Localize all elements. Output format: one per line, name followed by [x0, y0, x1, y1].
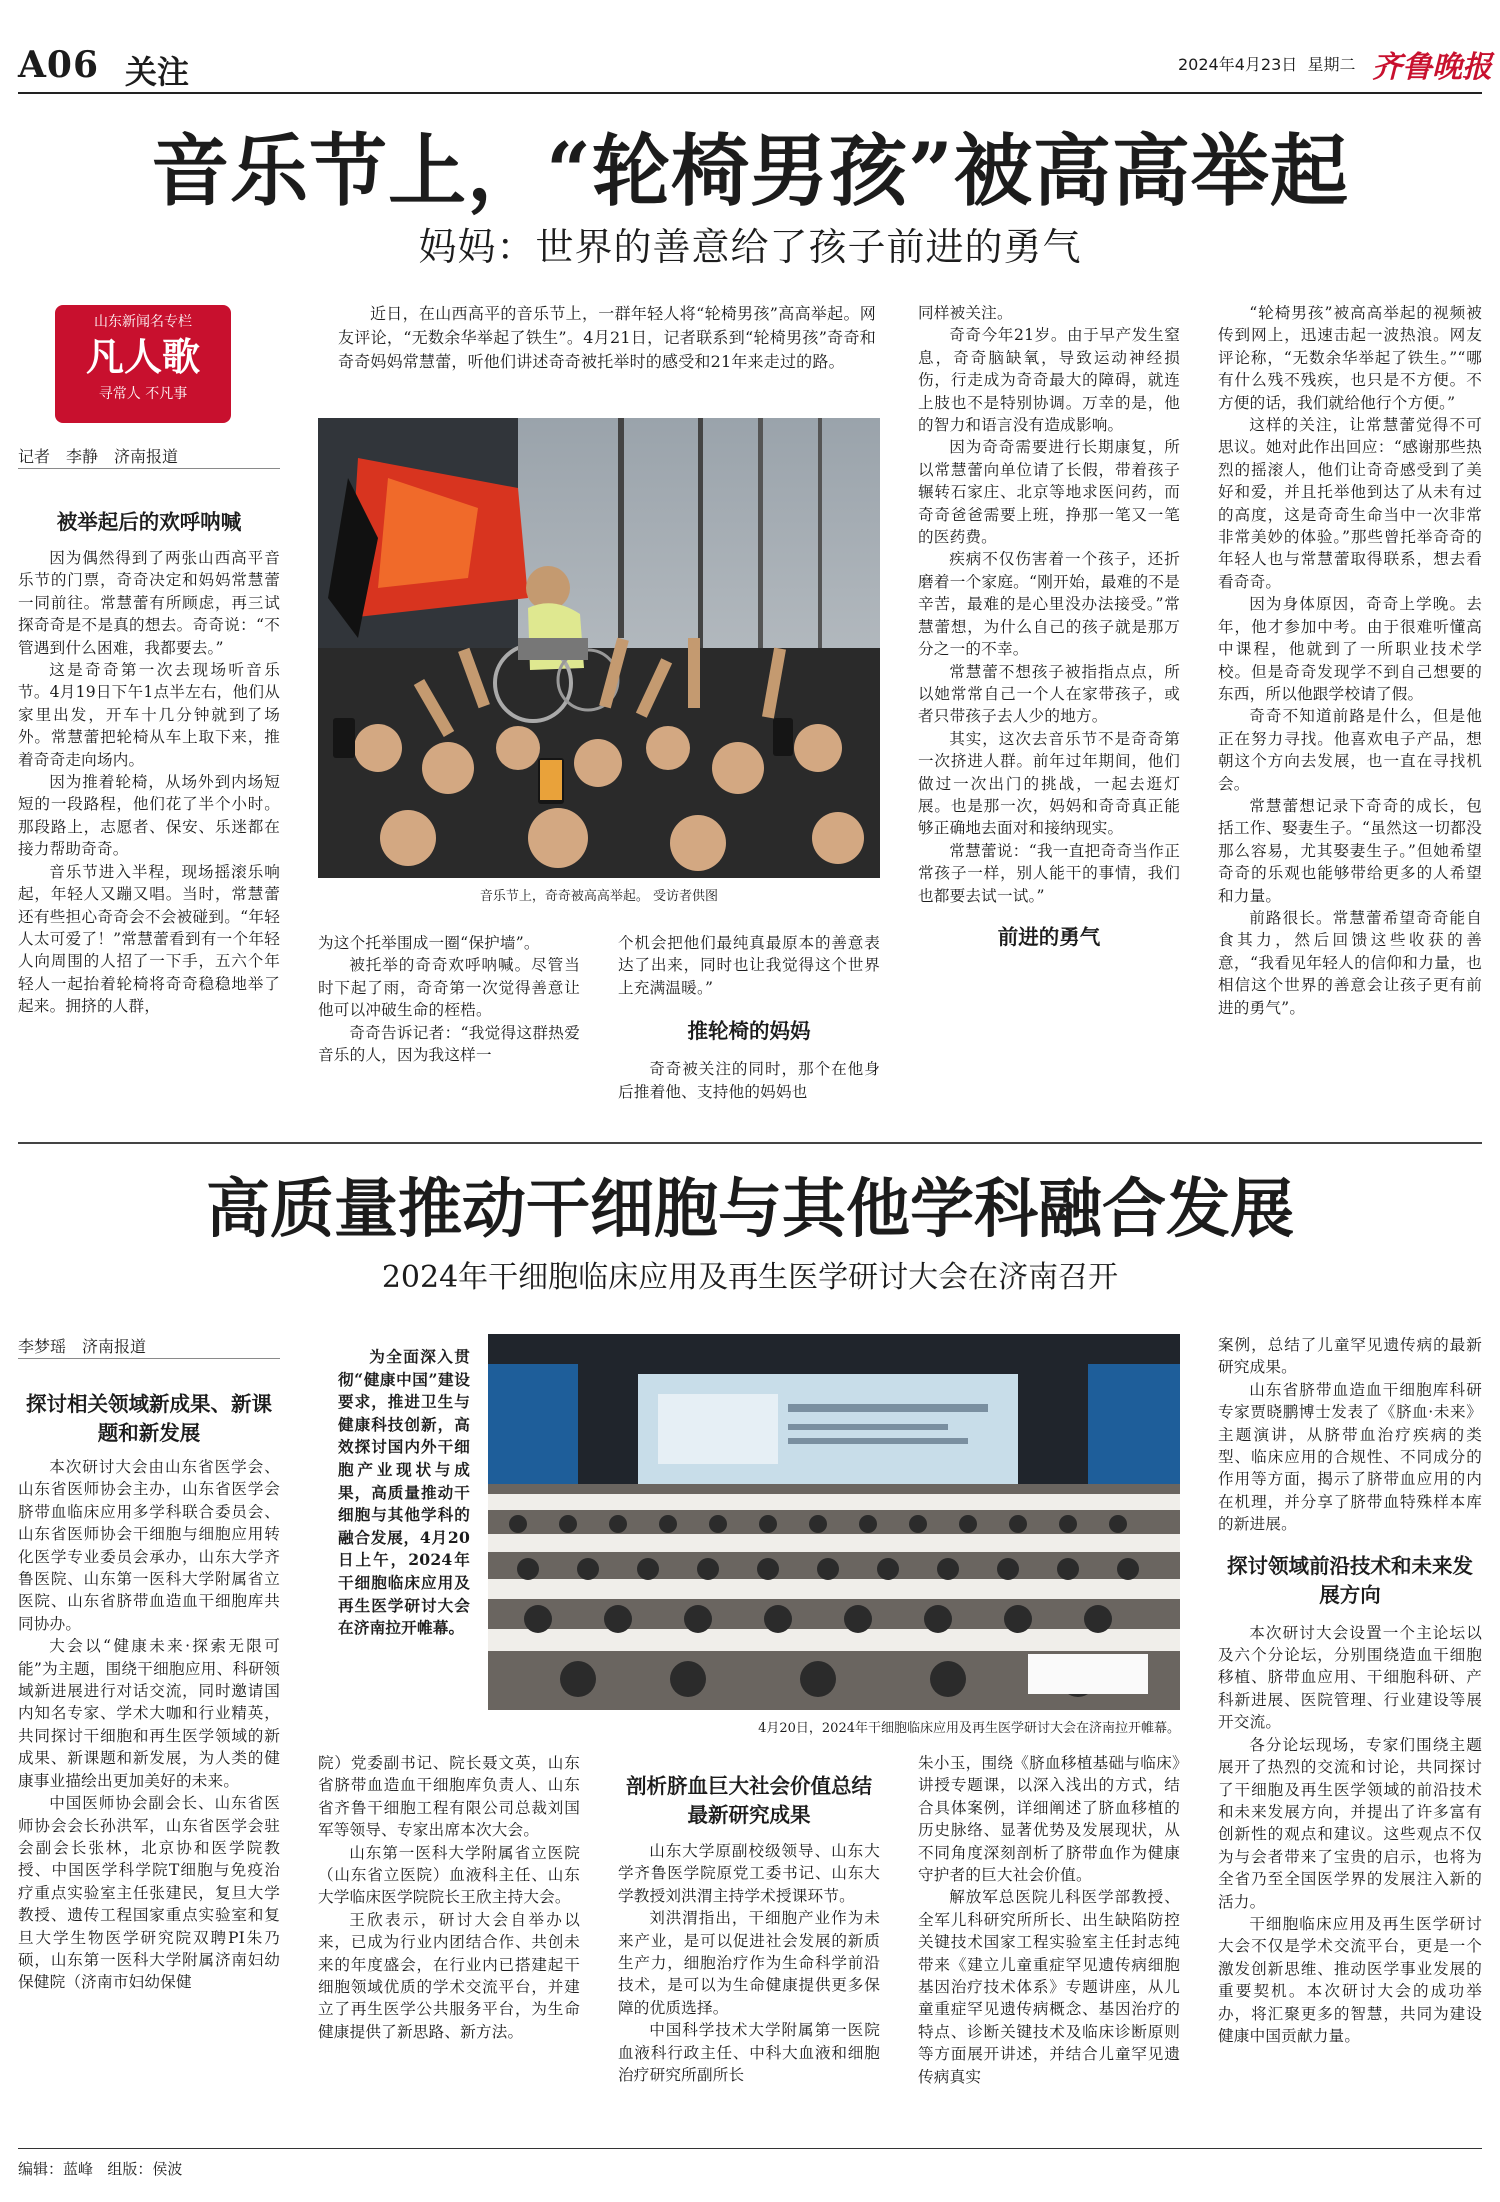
story2-col2: 院）党委副书记、院长聂文英，山东省脐带血造血干细胞库负责人、山东省齐鲁干细胞工程有限公司总裁刘国军等领导、专家出席本次大会。 山东第一医科大学附属省立医院（山东省立医院）血液科主任、山东大学临床医学院院长王欣主持大会。 王欣表示，研讨大会自举办以来，已成为行业内团结合作、共创未来的年度盛会，在行业内已搭建起干细胞领域优质的学术交流平台，并建立了再生医学公共服务平台，为生命健康提供了新思路、新方法。	[318, 1754, 580, 2041]
story2-headline: 高质量推动干细胞与其他学科融合发展	[206, 1172, 1294, 1247]
story2-byline-rule	[18, 1358, 280, 1359]
story2-col5-subhead: 探讨领域前沿技术和未来发展方向	[1227, 1553, 1473, 1607]
column-slogan: 寻常人 不凡事	[98, 386, 188, 402]
page-number: A06	[18, 44, 100, 86]
story1-headline: 音乐节上，“轮椅男孩”被高高举起	[151, 126, 1349, 217]
story-divider	[18, 1142, 1482, 1144]
story2-col1-subhead: 探讨相关领域新成果、新课题和新发展	[26, 1392, 272, 1445]
story1-col4: 同样被关注。 奇奇今年21岁。由于早产发生窒息，奇奇脑缺氧，导致运动神经损伤，行走成为奇奇最大的障碍，就连上肢也不是特别协调。万幸的是，他的智力和语言没有造成影响。 因为奇奇需要进行长期康复，所以常慧蕾向单位请了长假，带着孩子辗转石家庄、北京等地求医问药，而奇奇爸爸需要上班，挣那一笔又一笔的医药费。 疾病不仅伤害着一个孩子，还折磨着一个家庭。“刚开始，最难的不是辛苦，最难的是心里没办法接受。”常慧蕾想，为什么自己的孩子就是那万分之一的不幸。 常慧蕾不想孩子被指指点点，所以她常常自己一个人在家带孩子，或者只带孩子去人少的地方。 其实，这次去音乐节不是奇奇第一次挤进人群。前年过年期间，他们做过一次出门的挑战，一起去逛灯展。也是那一次，妈妈和奇奇真正能够正确地去面对和接纳现实。 常慧蕾说：“我一直把奇奇当作正常孩子一样，别人能干的事情，我们也都要去试一试。” 前进的勇气	[918, 302, 1180, 952]
story1-col4-subhead: 前进的勇气	[997, 924, 1101, 949]
story2-photo-caption: 4月20日，2024年干细胞临床应用及再生医学研讨大会在济南拉开帷幕。	[758, 1721, 1180, 1736]
story2-subhead: 2024年干细胞临床应用及再生医学研讨大会在济南召开	[381, 1260, 1119, 1295]
story2-lead: 为全面深入贯彻“健康中国”建设要求，推进卫生与健康科技创新，高效探讨国内外干细胞产业现状与成果，高质量推动干细胞与其他学科的融合发展，4月20日上午，2024年干细胞临床应用及再生医学研讨大会在济南拉开帷幕。	[338, 1347, 470, 1638]
story2-col1: 探讨相关领域新成果、新课题和新发展 本次研讨大会由山东省医学会、山东省医师协会主办，山东省医学会脐带血临床应用多学科联合委员会、山东省医师协会干细胞与细胞应用转化医学专业委员会承办，山东大学齐鲁医院、山东第一医科大学附属省立医院、山东省脐带血造血干细胞库共同协办。 大会以“健康未来·探索无限可能”为主题，围绕干细胞应用、科研领域新进展进行对话交流，同时邀请国内知名专家、学术大咖和行业精英，共同探讨干细胞和再生医学领域的新成果、新课题和新发展，为人类的健康事业描绘出更加美好的未来。 中国医师协会副会长、山东省医师协会会长孙洪军，山东省医学会驻会副会长张林，北京协和医学院教授、中国医学科学院T细胞与免疫治疗重点实验室主任张建民，复旦大学教授、遗传工程国家重点实验室和复旦大学生物医学研究院双聘PI朱乃硕，山东第一医科大学附属济南妇幼保健院（济南市妇幼保健	[18, 1392, 280, 1992]
story2-col3-subhead: 剖析脐血巨大社会价值总结最新研究成果	[626, 1774, 872, 1827]
story1-col1: 被举起后的欢呼呐喊 因为偶然得到了两张山西高平音乐节的门票，奇奇决定和妈妈常慧蕾一同前往。常慧蕾有所顾虑，再三试探奇奇是不是真的想去。奇奇说：“不管遇到什么困难，我都要去。” 这是奇奇第一次去现场听音乐节。4月19日下午1点半左右，他们从家里出发，开车十几分钟就到了场外。常慧蕾把轮椅从车上取下来，推着奇奇走向场内。 因为推着轮椅，从场外到内场短短的一段路程，他们花了半个小时。那段路上，志愿者、保安、乐迷都在接力帮助奇奇。 音乐节进入半程，现场摇滚乐响起，年轻人又蹦又唱。当时，常慧蕾还有些担心奇奇会不会被碰到。“年轻人太可爱了！”常慧蕾看到有一个年轻人向周围的人招了一下手，五六个年轻人一起抬着轮椅将奇奇稳稳地举了起来。拥挤的人群，	[18, 510, 280, 1016]
issue-date: 2024年4月23日 星期二	[1178, 55, 1356, 74]
story2-col3: 剖析脐血巨大社会价值总结最新研究成果 山东大学原副校级领导、山东大学齐鲁医学院原党工委书记、山东大学教授刘洪渭主持学术授课环节。 刘洪渭指出，干细胞产业作为未来产业，是可以促进社会发展的新质生产力，细胞治疗作为生命科学前沿技术，是可以为生命健康提供更多保障的优质选择。 中国科学技术大学附属第一医院血液科行政主任、中科大血液和细胞治疗研究所副所长	[618, 1774, 880, 2085]
story2-byline: 李梦瑶 济南报道	[18, 1337, 147, 1356]
story1-col3-subhead: 推轮椅的妈妈	[687, 1019, 811, 1044]
story1-col5: “轮椅男孩”被高高举起的视频被传到网上，迅速击起一波热浪。网友评论称，“无数余华举起了铁生。”“哪有什么残不残疾，也只是不方便。不方便的话，我们就给他行个方便。” 这样的关注，让常慧蕾觉得不可思议。她对此作出回应：“感谢那些热烈的摇滚人，他们让奇奇感受到了美好和爱，并且托举他到达了从未有过的高度，这是奇奇生命当中一次非常非常美妙的体验。”那些曾托举奇奇的年轻人也与常慧蕾取得联系，想去看看奇奇。 因为身体原因，奇奇上学晚。去年，他才参加中考。由于很难听懂高中课程，他就到了一所职业技术学校。但是奇奇发现学不到自己想要的东西，所以他跟学校请了假。 奇奇不知道前路是什么，但是他正在努力寻找。他喜欢电子产品，想朝这个方向去发展，也一直在寻找机会。 常慧蕾想记录下奇奇的成长，包括工作、娶妻生子。“虽然这一切都没那么容易，尤其娶妻生子。”但她希望奇奇的乐观也能够带给更多的人希望和力量。 前路很长。常慧蕾希望奇奇能自食其力，然后回馈这些收获的善意，“我看见年轻人的信仰和力量，也相信这个世界的善意会让孩子更有前进的勇气”。	[1218, 304, 1482, 1017]
story1-col2: 为这个托举围成一圈“保护墙”。 被托举的奇奇欢呼呐喊。尽管当时下起了雨，奇奇第一次觉得善意让他可以冲破生命的桎梏。 奇奇告诉记者：“我觉得这群热爱音乐的人，因为我这样一	[318, 934, 580, 1065]
concert-crowd-photo	[318, 418, 880, 878]
column-title: 凡人歌	[85, 334, 200, 379]
story1-lead: 近日，在山西高平的音乐节上，一群年轻人将“轮椅男孩”高高举起。网友评论，“无数余华举起了铁生”。4月21日，记者联系到“轮椅男孩”奇奇和奇奇妈妈常慧蕾，听他们讲述奇奇被托举时的感受和21年来走过的路。	[338, 304, 876, 371]
story2-col5: 案例，总结了儿童罕见遗传病的最新研究成果。 山东省脐带血造血干细胞库科研专家贾晓鹏博士发表了《脐血·未来》主题演讲，从脐带血治疗疾病的类型、临床应用的合规性、不同成分的作用等方面，揭示了脐带血应用的内在机理，并分享了脐带血特殊样本库的新进展。 探讨领域前沿技术和未来发展方向 本次研讨大会设置一个主论坛以及六个分论坛，分别围绕造血干细胞移植、脐带血应用、干细胞科研、产科新进展、医院管理、行业建设等展开交流。 各分论坛现场，专家们围绕主题展开了热烈的交流和讨论，共同探讨了干细胞及再生医学领域的前沿技术和未来发展方向，并提出了许多富有创新性的观点和建议。这些观点不仅为与会者带来了宝贵的启示，也将为全省乃至全国医学界的发展注入新的活力。 干细胞临床应用及再生医学研讨大会不仅是学术交流平台，更是一个激发创新思维、推动医学事业发展的重要契机。本次研讨大会的成功举办，将汇聚更多的智慧，共同为建设健康中国贡献力量。	[1218, 1336, 1482, 2045]
story1-subhead: 妈妈：世界的善意给了孩子前进的勇气	[418, 225, 1082, 269]
story1-photo-caption: 音乐节上，奇奇被高高举起。 受访者供图	[479, 889, 719, 904]
footer-rule	[18, 2148, 1482, 2149]
story2-photo	[488, 1334, 1180, 1710]
footer-credits: 编辑：蓝峰 组版：侯波	[18, 2160, 183, 2178]
byline: 记者 李静 济南报道	[18, 447, 179, 466]
header-rule	[18, 92, 1482, 94]
column-logo	[55, 305, 231, 423]
conference-hall-photo	[488, 1334, 1180, 1710]
story1-photo	[318, 418, 880, 878]
story1-col3: 个机会把他们最纯真最原本的善意表达了出来，同时也让我觉得这个世界上充满温暖。” 推轮椅的妈妈 奇奇被关注的同时，那个在他身后推着他、支持他的妈妈也	[618, 934, 880, 1101]
byline-rule	[18, 468, 280, 469]
column-top-label: 山东新闻名专栏	[94, 314, 192, 330]
story1-col1-subhead: 被举起后的欢呼呐喊	[56, 510, 242, 534]
story2-col4: 朱小玉，围绕《脐血移植基础与临床》讲授专题课，以深入浅出的方式，结合具体案例，详细阐述了脐血移植的历史脉络、显著优势及发展现状，从不同角度深刻剖析了脐带血作为健康守护者的巨大社会价值。 解放军总医院儿科医学部教授、全军儿科研究所所长、出生缺陷防控关键技术国家工程实验室主任封志纯带来《建立儿童重症罕见遗传病细胞基因治疗技术体系》专题讲座，从儿童重症罕见遗传病概念、基因治疗的特点、诊断关键技术及临床诊断原则等方面展开讲述，并结合儿童罕见遗传病真实	[918, 1754, 1180, 2086]
section-name: 关注	[125, 53, 190, 91]
paper-logo: 齐鲁晚报	[1372, 50, 1492, 85]
